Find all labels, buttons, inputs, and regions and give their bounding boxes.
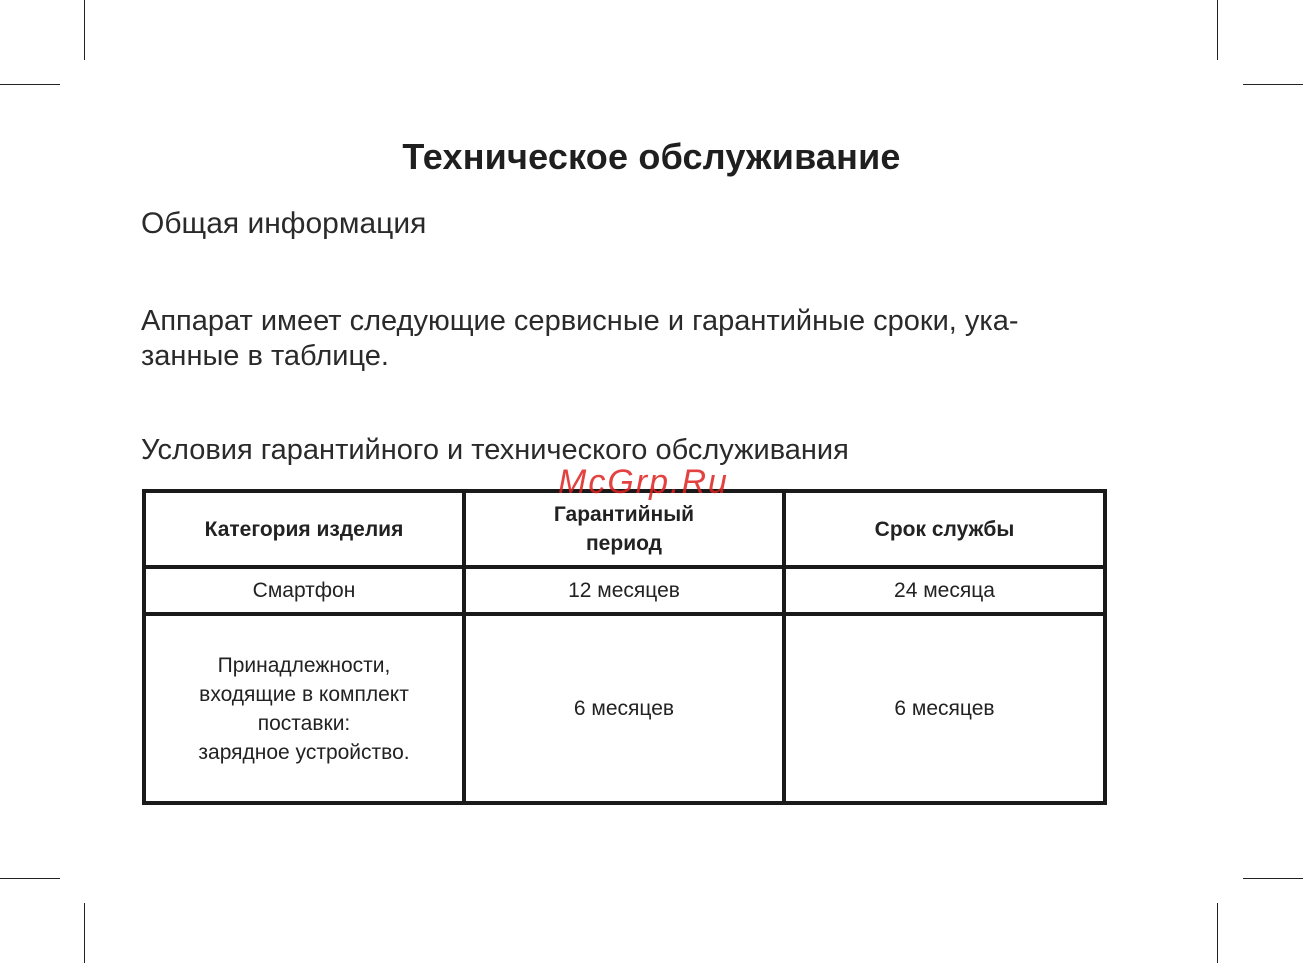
- intro-paragraph: [141, 304, 1121, 374]
- cell-category: [144, 614, 464, 803]
- cell-warranty: 12 месяцев: [464, 567, 784, 614]
- warranty-table: [142, 489, 1107, 805]
- crop-mark: [0, 878, 60, 879]
- cell-service-life: 6 месяцев: [784, 614, 1105, 803]
- header-service-life: Срок службы: [784, 491, 1105, 567]
- paragraph-line: занные в таблице.: [141, 340, 389, 372]
- crop-mark: [84, 0, 85, 60]
- crop-mark: [84, 903, 85, 963]
- section-subheading: Общая информация: [141, 207, 427, 240]
- cell-category-line: зарядное устройство.: [198, 740, 410, 764]
- crop-mark: [1243, 878, 1303, 879]
- table-row: [144, 614, 1105, 803]
- cell-warranty: 6 месяцев: [464, 614, 784, 803]
- crop-mark: [1217, 0, 1218, 60]
- cell-category: Смартфон: [144, 567, 464, 614]
- table-row: [144, 567, 1105, 614]
- table-caption: Условия гарантийного и технического обслуживания: [141, 434, 849, 466]
- header-warranty-line: период: [586, 532, 662, 555]
- cell-category-line: поставки:: [257, 711, 351, 735]
- watermark: McGrp.Ru: [558, 463, 729, 501]
- page-title: Техническое обслуживание: [402, 136, 901, 177]
- crop-mark: [0, 84, 60, 85]
- paragraph-line: Аппарат имеет следующие сервисные и гарантийные сроки, ука-: [141, 305, 1019, 337]
- header-warranty-line: Гарантийный: [553, 503, 695, 526]
- crop-mark: [1217, 903, 1218, 963]
- cell-service-life: 24 месяца: [784, 567, 1105, 614]
- header-warranty: [464, 491, 784, 567]
- crop-mark: [1243, 84, 1303, 85]
- cell-category-line: входящие в комплект: [199, 682, 409, 706]
- cell-category-line: Принадлежности,: [217, 653, 391, 677]
- header-category: Категория изделия: [144, 491, 464, 567]
- table-header-row: [144, 491, 1105, 567]
